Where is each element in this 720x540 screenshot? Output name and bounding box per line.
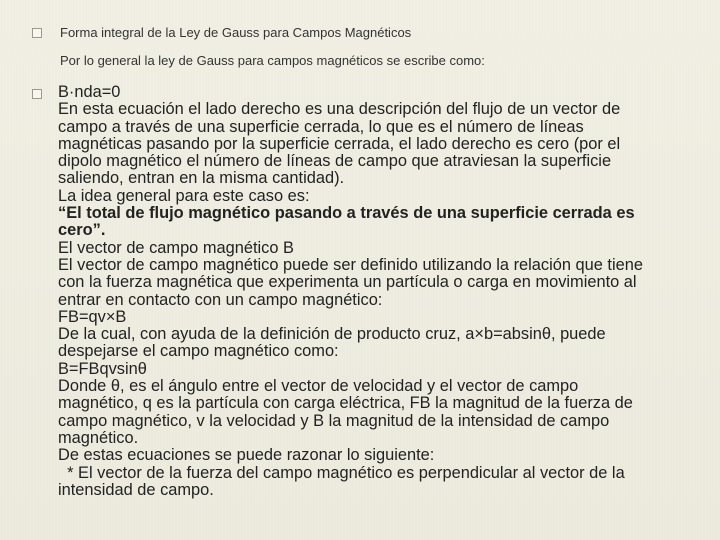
body-line: FB=qv×B [58,307,127,326]
bullet-square-icon [32,28,42,38]
body-line: * El vector de la fuerza del campo magnético es perpendicular al vector de la [58,463,625,482]
body-line: B=FBqvsinθ [58,359,147,378]
body-line: El vector de campo magnético B [58,238,294,257]
body-line: La idea general para este caso es: [58,186,310,205]
body-line: magnético, q es la partícula con carga eléctrica, FB la magnitud de la fuerza de [58,394,633,413]
body-line: intensidad de campo. [58,480,214,499]
body-line: Donde θ, es el ángulo entre el vector de velocidad y el vector de campo [58,377,579,396]
body-line: despejarse el campo magnético como: [58,342,339,361]
body-line: B·nda=0 [58,83,121,101]
body-line: De la cual, con ayuda de la definición de producto cruz, a×b=absinθ, puede [58,325,606,344]
intro-text: Por lo general la ley de Gauss para campos magnéticos se escribe como: [60,53,485,68]
body-line: saliendo, entran en la misma cantidad). [58,169,345,188]
body-line: magnéticas pasando por la superficie cerrada, el lado derecho es cero (por el [58,134,621,153]
body-line: De estas ecuaciones se puede razonar lo siguiente: [58,446,435,465]
slide-heading: Forma integral de la Ley de Gauss para Campos Magnéticos [60,25,412,40]
body-text [58,84,708,499]
body-line: En esta ecuación el lado derecho es una descripción del flujo de un vector de [58,100,621,119]
body-line: campo a través de una superficie cerrada, lo que es el número de líneas [58,117,584,136]
body-line: magnético. [58,428,139,447]
body-line: dipolo magnético el número de líneas de campo que atraviesan la superficie [58,152,612,171]
body-line: con la fuerza magnética que experimenta un partícula o carga en movimiento al [58,273,637,292]
body-line-emphasis: cero”. [58,221,106,240]
bullet-square-icon [32,89,42,99]
body-line-emphasis: “El total de flujo magnético pasando a través de una superficie cerrada es [58,204,635,223]
body-line: entrar en contacto con un campo magnético: [58,290,383,309]
body-line: El vector de campo magnético puede ser definido utilizando la relación que tiene [58,255,643,274]
body-line: campo magnético, v la velocidad y B la magnitud de la intensidad de campo [58,411,610,430]
